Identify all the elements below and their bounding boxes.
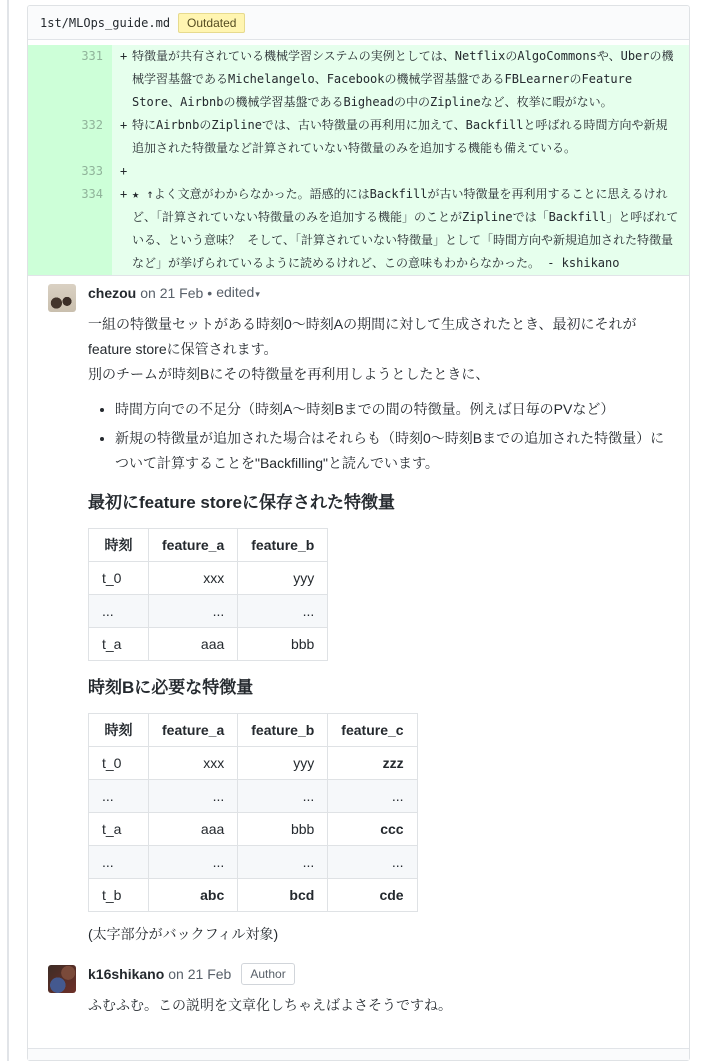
diff-add-sign: +	[120, 49, 128, 63]
meta-separator: •	[207, 285, 213, 301]
comment-body: ふむふむ。この説明を文章化しちゃえばよさそうですね。	[88, 997, 452, 1013]
table-row: t_0 xxx yyy	[89, 562, 328, 595]
diff-hunk	[28, 40, 689, 275]
timeline-line	[7, 0, 9, 1061]
diff-add-sign: +	[120, 187, 128, 201]
comment-timestamp[interactable]: on 21 Feb	[140, 285, 204, 301]
review-thread-card	[27, 5, 690, 1061]
list-item: • 時間方向での不足分（時刻A〜時刻Bまでの間の特徴量。例えば日毎のPVなど）	[115, 397, 671, 422]
table-row: t_a aaa bbb ccc	[89, 813, 418, 846]
comments-area	[28, 275, 689, 1060]
diff-add-sign: +	[120, 164, 128, 178]
diff-line-text	[132, 160, 679, 183]
diff-line-number: 334	[28, 183, 112, 275]
bullet-list	[88, 397, 671, 476]
table-row: ... ... ... ...	[89, 780, 418, 813]
comment-body	[88, 312, 671, 947]
avatar[interactable]	[48, 284, 76, 312]
diff-line-text: ★ ↑よく文意がわからなかった。語感的にはBackfillが古い特徴量を再利用することに思えるけれど、「計算されていない特徴量のみを追加する機能」のことがZiplineでは「Backfill」と呼ばれている、という意味？ そして、「計算されていない特徴量」として「時間方向や新規追加された特徴量など」が挙げられているように読めるけれど、この意味もわからなかった。 - kshikano	[132, 187, 679, 270]
comment-meta	[88, 963, 671, 985]
table-row: ... ... ... ...	[89, 846, 418, 879]
table-row: ... ... ...	[89, 595, 328, 628]
table-row: t_a aaa bbb	[89, 628, 328, 661]
comment-meta	[88, 282, 671, 304]
username-link[interactable]: chezou	[88, 285, 137, 301]
edited-dropdown[interactable]: edited▾	[216, 282, 260, 304]
comment-timestamp[interactable]: on 21 Feb	[168, 966, 232, 982]
diff-line-number: 332	[28, 114, 112, 160]
diff-line-number: 333	[28, 160, 112, 183]
diff-line-text: 特にAirbnbのZiplineでは、古い特徴量の再利用に加えて、Backfillと呼ばれる時間方向や新規追加された特徴量など計算されていない特徴量のみを追加する機能も備えている。	[132, 118, 668, 155]
diff-line-number: 331	[28, 45, 112, 114]
diff-line-334	[28, 183, 689, 275]
author-badge: Author	[241, 963, 294, 985]
diff-add-sign: +	[120, 118, 128, 132]
table-needed-features	[88, 713, 418, 912]
chevron-down-icon: ▾	[255, 289, 260, 299]
table-header-row: 時刻 feature_a feature_b feature_c	[89, 714, 418, 747]
diff-line-333	[28, 160, 689, 183]
comment-chezou	[28, 276, 689, 957]
diff-line-text: 特徴量が共有されている機械学習システムの実例としては、NetflixのAlgoCommonsや、Uberの機械学習基盤であるMichelangelo、Facebookの機械学習基盤であるFBLearnerのFeature Store、Airbnbの機械学習基盤であるBigheadの中のZiplineなど、枚挙に暇がない。	[132, 49, 674, 109]
list-item: • 新規の特徴量が追加された場合はそれらも（時刻0〜時刻Bまでの追加された特徴量）について計算することを"Backfilling"と読んでいます。	[115, 426, 671, 476]
file-header	[28, 6, 689, 40]
file-path-link[interactable]: 1st/MLOps_guide.md	[40, 15, 171, 30]
outdated-badge: Outdated	[178, 13, 245, 33]
bold-note: (太字部分がバックフィル対象)	[88, 926, 279, 942]
table-row: t_0 xxx yyy zzz	[89, 747, 418, 780]
section-heading-initial-features: 最初にfeature storeに保存された特徴量	[88, 493, 395, 512]
table-initial-features	[88, 528, 328, 661]
diff-line-332	[28, 114, 689, 160]
diff-line-331	[28, 45, 689, 114]
username-link[interactable]: k16shikano	[88, 966, 165, 982]
avatar[interactable]	[48, 965, 76, 993]
section-heading-needed-features: 時刻Bに必要な特徴量	[88, 678, 254, 697]
table-row: t_b abc bcd cde	[89, 879, 418, 912]
table-header-row: 時刻 feature_a feature_b	[89, 529, 328, 562]
comment-paragraph: 一組の特徴量セットがある時刻0〜時刻Aの期間に対して生成されたとき、最初にそれが feature storeに保管されます。 別のチームが時刻Bにその特徴量を再利用しようとしたときに、	[88, 316, 637, 382]
comment-k16shikano	[28, 957, 689, 1032]
reply-section[interactable]	[28, 1048, 689, 1060]
